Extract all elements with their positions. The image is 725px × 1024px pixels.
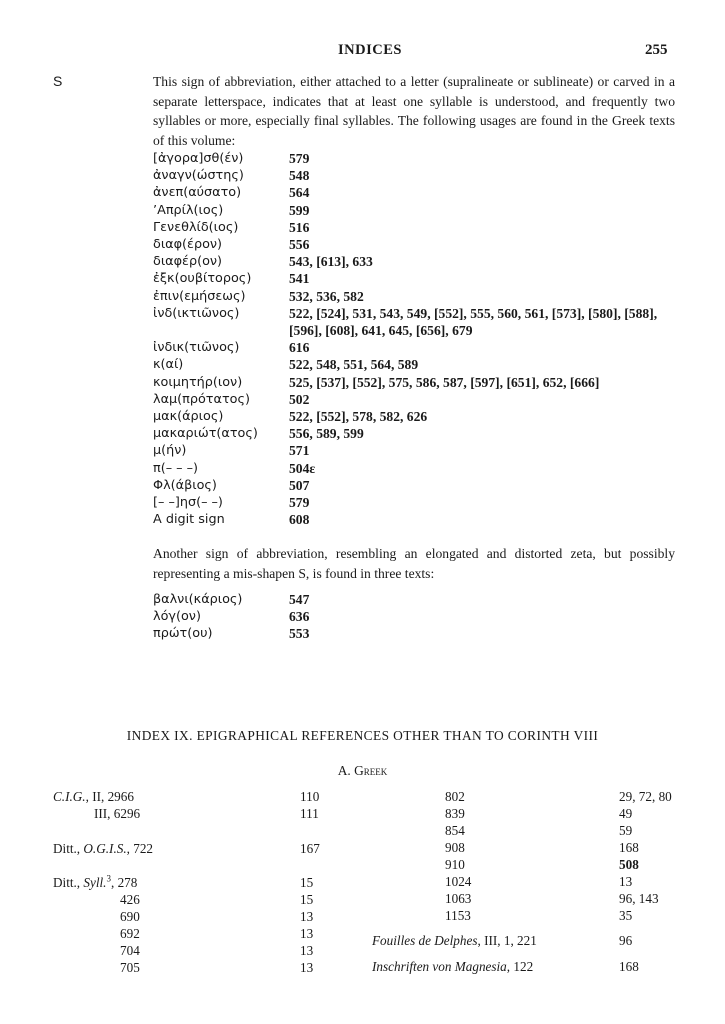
abbreviation-refs: 502 (289, 391, 310, 407)
reference-pages: 59 (619, 823, 633, 838)
reference-number: 692 (120, 926, 140, 941)
abbreviation-entry (153, 608, 683, 625)
abbreviation-refs: 579 (289, 495, 310, 511)
abbreviation-entry (153, 219, 683, 236)
abbreviation-term: κ(αί) (153, 357, 184, 373)
abbreviation-sign-heading: S (53, 73, 63, 89)
abbreviation-list (153, 150, 683, 528)
abbreviation-refs: 543, [613], 633 (289, 254, 373, 270)
abbreviation-term: [ἀγορα]σθ(έν) (153, 151, 244, 166)
abbreviation-entry (153, 167, 683, 184)
abbreviation-term: πρώτ(ου) (153, 626, 213, 642)
reference-pages: 13 (300, 909, 314, 924)
abbreviation-term: ἐξκ(ουβίτορος) (153, 271, 252, 287)
reference-pages: 13 (300, 926, 314, 941)
reference-number: 1063 (445, 891, 472, 906)
reference-number: 802 (445, 789, 465, 804)
reference-row (0, 822, 725, 839)
abbreviation-term: π(– – –) (153, 460, 199, 476)
abbreviation-refs: 564 (289, 185, 310, 201)
abbreviation-term: μακ(άριος) (153, 409, 224, 425)
abbreviation-term: διαφ(έρον) (153, 237, 223, 253)
reference-number: 1024 (445, 874, 472, 889)
abbreviation-refs: 525, [537], [552], 575, 586, 587, [597], [651], 652, [666] (289, 374, 600, 390)
abbreviation-entry (153, 511, 683, 528)
abbreviation-term: ἰνδ(ικτιῶνος) (153, 305, 240, 321)
abbreviation-refs: 616 (289, 340, 310, 356)
reference-pages: 35 (619, 908, 633, 923)
reference-pages: 15 (300, 875, 314, 890)
abbreviation-entry (153, 408, 683, 425)
reference-pages: 15 (300, 892, 314, 907)
reference-source: C.I.G., II, 2966 (53, 789, 134, 804)
abbreviation-entry (153, 494, 683, 511)
reference-pages: 508 (619, 857, 639, 872)
reference-source: Inschriften von Magnesia, 122 (372, 959, 534, 974)
reference-pages: 13 (300, 960, 314, 975)
abbreviation-refs: 608 (289, 512, 310, 528)
abbreviation-refs: 522, 548, 551, 564, 589 (289, 357, 419, 373)
reference-number: 910 (445, 857, 465, 872)
abbreviation-term: Φλ(άβιος) (153, 477, 217, 493)
abbreviation-term: λαμ(πρότατος) (153, 391, 250, 407)
abbreviation-refs: 556 (289, 237, 310, 253)
page-number: 255 (645, 42, 668, 58)
reference-number: 854 (445, 823, 465, 838)
abbreviation-list-zeta (153, 591, 683, 643)
reference-pages: 168 (619, 840, 639, 855)
abbreviation-entry (153, 356, 683, 373)
abbreviation-term: A digit sign (153, 512, 225, 528)
abbreviation-refs: 548 (289, 168, 310, 184)
reference-pages: 168 (619, 959, 639, 974)
abbreviation-entry (153, 425, 683, 442)
abbreviation-refs: 532, 536, 582 (289, 288, 364, 304)
abbreviation-entry (153, 236, 683, 253)
abbreviation-entry (153, 253, 683, 270)
abbreviation-refs: 636 (289, 609, 310, 625)
reference-pages: 96, 143 (619, 891, 659, 906)
abbreviation-entry (153, 270, 683, 287)
abbreviation-entry (153, 391, 683, 408)
reference-pages: 49 (619, 806, 633, 821)
abbreviation-entry (153, 591, 683, 608)
intro-paragraph: This sign of abbreviation, either attached to a letter (supralineate or sublineate) or carved in a separate letterspace, indicates that at least one syllable is understood, and frequently two syllables or more, especially final syllables. The following usages are found in the Greek texts of this volume: (153, 74, 675, 148)
reference-number: 908 (445, 840, 465, 855)
reference-pages: 167 (300, 841, 320, 856)
abbreviation-entry (153, 150, 683, 167)
abbreviation-refs: 547 (289, 592, 310, 607)
abbreviation-refs: 553 (289, 626, 310, 642)
abbreviation-entry (153, 288, 683, 305)
abbreviation-term: διαφέρ(ον) (153, 254, 223, 270)
index-title: INDEX IX. EPIGRAPHICAL REFERENCES OTHER THAN TO CORINTH VIII (126, 728, 599, 743)
abbreviation-refs: 599 (289, 202, 310, 218)
abbreviation-refs: 504ε (289, 460, 316, 476)
abbreviation-term: λόγ(ον) (153, 609, 201, 625)
abbreviation-term: ἐπιν(εμήσεως) (153, 288, 246, 304)
abbreviation-entry (153, 460, 683, 477)
abbreviation-entry (153, 477, 683, 494)
reference-row (0, 873, 725, 890)
abbreviation-term: βαλνι(κάριος) (153, 592, 243, 607)
reference-number: 690 (120, 909, 140, 924)
abbreviation-term: ἀνεπ(αύσατο) (153, 185, 242, 201)
abbreviation-refs: 556, 589, 599 (289, 426, 364, 442)
reference-row (0, 805, 725, 822)
abbreviation-refs: 522, [552], 578, 582, 626 (289, 409, 428, 425)
abbreviation-entry (153, 625, 683, 642)
abbreviation-refs: 579 (289, 151, 310, 166)
reference-number: 704 (120, 943, 140, 958)
reference-pages: 29, 72, 80 (619, 789, 672, 804)
abbreviation-refs: 571 (289, 443, 310, 459)
abbreviation-term: ’Απρίλ(ιος) (153, 202, 224, 218)
abbreviation-term: μακαριώτ(ατος) (153, 426, 258, 442)
reference-source: Ditt., Syll.$^3$, 278 (53, 873, 138, 890)
section-title: A. Greek (337, 763, 388, 778)
abbreviation-term: κοιμητήρ(ιον) (153, 374, 243, 390)
reference-row (0, 890, 725, 907)
abbreviation-entry (153, 305, 683, 339)
reference-pages: 13 (619, 874, 633, 889)
abbreviation-term: [– –]ησ(– –) (153, 495, 223, 511)
abbreviation-term: μ(ήν) (153, 443, 187, 459)
reference-number: 1153 (445, 908, 471, 923)
reference-source: Ditt., O.G.I.S., 722 (53, 841, 154, 856)
reference-pages: 111 (300, 806, 319, 821)
reference-row (0, 958, 725, 975)
abbreviation-refs: 522, [524], 531, 543, 549, [552], 555, 560, 561, [573], [580], [588], [596], [608], 641, 645, [656], 679 (289, 305, 658, 339)
reference-number: 705 (120, 960, 140, 975)
reference-row (0, 856, 725, 873)
reference-number: III, 6296 (94, 806, 141, 821)
abbreviation-entry (153, 202, 683, 219)
abbreviation-term: Γενεθλίδ(ιος) (153, 219, 239, 235)
abbreviation-entry (153, 184, 683, 201)
abbreviation-entry (153, 339, 683, 356)
running-head-title: INDICES (338, 42, 402, 58)
reference-number: 839 (445, 806, 465, 821)
abbreviation-entry (153, 374, 683, 391)
reference-source: Fouilles de Delphes, III, 1, 221 (372, 933, 537, 948)
reference-row (0, 907, 725, 924)
second-sign-paragraph: Another sign of abbreviation, resembling an elongated and distorted zeta, but possibly representing a mis-shapen S, is found in three texts: (153, 546, 675, 581)
reference-pages: 110 (300, 789, 320, 804)
abbreviation-refs: 541 (289, 271, 310, 287)
reference-row (0, 839, 725, 856)
abbreviation-refs: 507 (289, 477, 310, 493)
reference-pages: 13 (300, 943, 314, 958)
reference-row (0, 932, 725, 949)
abbreviation-entry (153, 442, 683, 459)
reference-row (0, 788, 725, 805)
abbreviation-refs: 516 (289, 219, 310, 235)
reference-pages: 96 (619, 933, 633, 948)
reference-number: 426 (120, 892, 140, 907)
abbreviation-term: ἰνδικ(τιῶνος) (153, 340, 240, 356)
abbreviation-term: ἀναγν(ώστης) (153, 168, 244, 184)
